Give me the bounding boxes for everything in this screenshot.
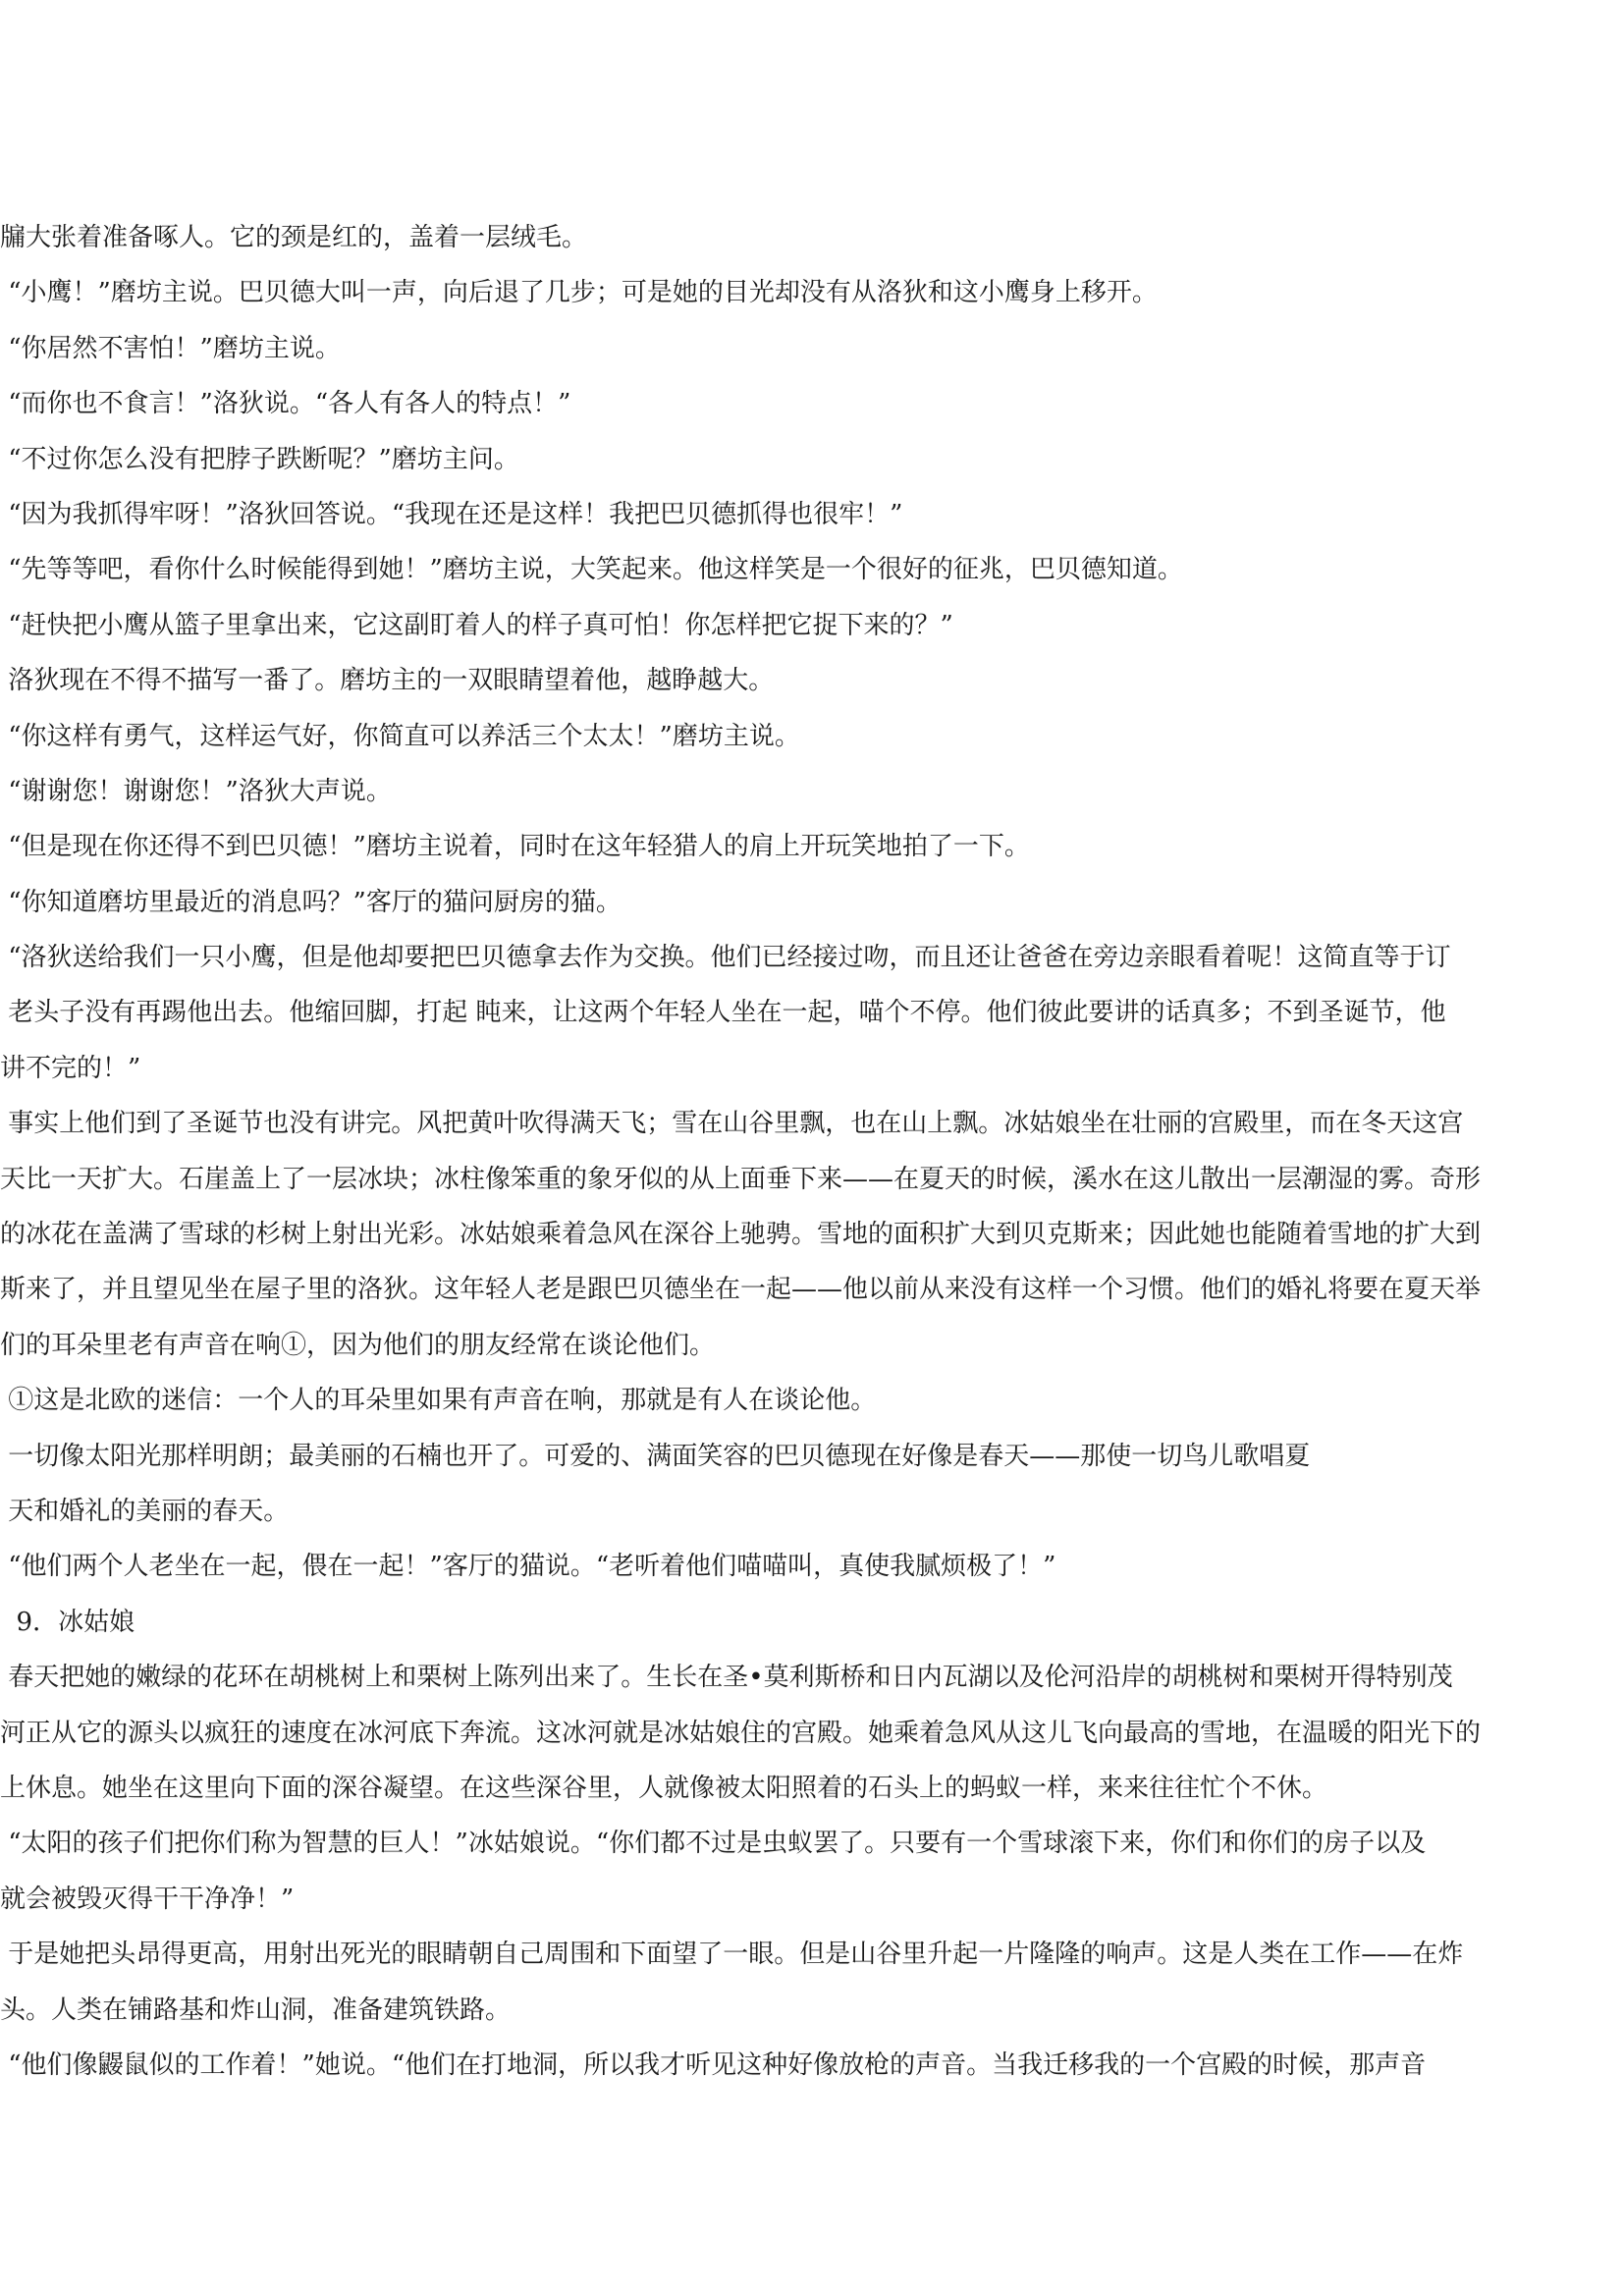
text-line: 老头子没有再踢他出去。他缩回脚，打起 盹来，让这两个年轻人坐在一起，喵个不停。他们彼此要讲的话真多；不到圣诞节，他	[0, 998, 1446, 1028]
text-line: “先等等吧，看你什么时候能得到她！”磨坊主说，大笑起来。他这样笑是一个很好的征兆，巴贝德知道。	[0, 555, 1183, 585]
text-line: 事实上他们到了圣诞节也没有讲完。风把黄叶吹得满天飞；雪在山谷里飘，也在山上飘。冰姑娘坐在壮丽的宫殿里，而在冬天这宫	[0, 1109, 1464, 1139]
text-line: 们的耳朵里老有声音在响①，因为他们的朋友经常在谈论他们。	[0, 1330, 716, 1360]
text-line: “洛狄送给我们一只小鹰，但是他却要把巴贝德拿去作为交换。他们已经接过吻，而且还让爸爸在旁边亲眼看着呢！这简直等于订	[0, 943, 1451, 973]
text-line: 于是她把头昂得更高，用射出死光的眼睛朝自己周围和下面望了一眼。但是山谷里升起一片隆隆的响声。这是人类在工作——在炸	[0, 1940, 1464, 1970]
text-line: 春天把她的嫩绿的花环在胡桃树上和栗树上陈列出来了。生长在圣•莫利斯桥和日内瓦湖以及伦河沿岸的胡桃树和栗树开得特别茂	[0, 1663, 1453, 1693]
text-line: “而你也不食言！”洛狄说。“各人有各人的特点！”	[0, 389, 571, 419]
text-line: “你知道磨坊里最近的消息吗？”客厅的猫问厨房的猫。	[0, 887, 622, 917]
text-line: “太阳的孩子们把你们称为智慧的巨人！”冰姑娘说。“你们都不过是虫蚁罢了。只要有一个雪球滚下来，你们和你们的房子以及	[0, 1829, 1427, 1859]
footnote-line: ①这是北欧的迷信：一个人的耳朵里如果有声音在响，那就是有人在谈论他。	[0, 1386, 877, 1416]
body-text	[0, 210, 1623, 2093]
text-line: “谢谢您！谢谢您！”洛狄大声说。	[0, 776, 392, 806]
text-line: 的冰花在盖满了雪球的杉树上射出光彩。冰姑娘乘着急风在深谷上驰骋。雪地的面积扩大到贝克斯来；因此她也能随着雪地的扩大到	[0, 1220, 1482, 1250]
text-line: “赶快把小鹰从篮子里拿出来，它这副盯着人的样子真可怕！你怎样把它捉下来的？”	[0, 610, 953, 640]
text-line: 天和婚礼的美丽的春天。	[0, 1496, 290, 1526]
text-line: “小鹰！”磨坊主说。巴贝德大叫一声，向后退了几步；可是她的目光却没有从洛狄和这小鹰身上移开。	[0, 278, 1158, 308]
text-line: 牖大张着准备啄人。它的颈是红的，盖着一层绒毛。	[0, 223, 588, 252]
text-line: 一切像太阳光那样明朗；最美丽的石楠也开了。可爱的、满面笑容的巴贝德现在好像是春天——那使一切鸟儿歌唱夏	[0, 1441, 1311, 1471]
text-line: 就会被毁灭得干干净净！”	[0, 1884, 295, 1914]
text-line: “但是现在你还得不到巴贝德！”磨坊主说着，同时在这年轻猎人的肩上开玩笑地拍了一下。	[0, 832, 1030, 862]
section-heading: 9．冰姑娘	[0, 1607, 135, 1637]
text-line: “你这样有勇气，这样运气好，你简直可以养活三个太太！”磨坊主说。	[0, 721, 800, 751]
text-line: “他们像鼹鼠似的工作着！”她说。“他们在打地洞，所以我才听见这种好像放枪的声音。当我迁移我的一个宫殿的时候，那声音	[0, 2050, 1427, 2080]
text-line: 上休息。她坐在这里向下面的深谷凝望。在这些深谷里，人就像被太阳照着的石头上的蚂蚁一样，来来往往忙个不休。	[0, 1773, 1328, 1803]
text-line: 河正从它的源头以疯狂的速度在冰河底下奔流。这冰河就是冰姑娘住的宫殿。她乘着急风从这儿飞向最高的雪地，在温暖的阳光下的	[0, 1718, 1482, 1748]
text-line: “他们两个人老坐在一起，偎在一起！”客厅的猫说。“老听着他们喵喵叫，真使我腻烦极了！”	[0, 1552, 1056, 1582]
text-line: 头。人类在铺路基和炸山洞，准备建筑铁路。	[0, 1995, 512, 2025]
text-line: 讲不完的！”	[0, 1053, 141, 1083]
text-line: “因为我抓得牢呀！”洛狄回答说。“我现在还是这样！我把巴贝德抓得也很牢！”	[0, 499, 903, 529]
text-line: 天比一天扩大。石崖盖上了一层冰块；冰柱像笨重的象牙似的从上面垂下来——在夏天的时候，溪水在这儿散出一层潮湿的雾。奇形	[0, 1164, 1482, 1194]
text-line: “不过你怎么没有把脖子跌断呢？”磨坊主问。	[0, 444, 519, 474]
text-line: “你居然不害怕！”磨坊主说。	[0, 333, 341, 363]
text-line: 洛狄现在不得不描写一番了。磨坊主的一双眼睛望着他，越睁越大。	[0, 666, 775, 696]
text-line: 斯来了，并且望见坐在屋子里的洛狄。这年轻人老是跟巴贝德坐在一起——他以前从来没有这样一个习惯。他们的婚礼将要在夏天举	[0, 1275, 1482, 1305]
